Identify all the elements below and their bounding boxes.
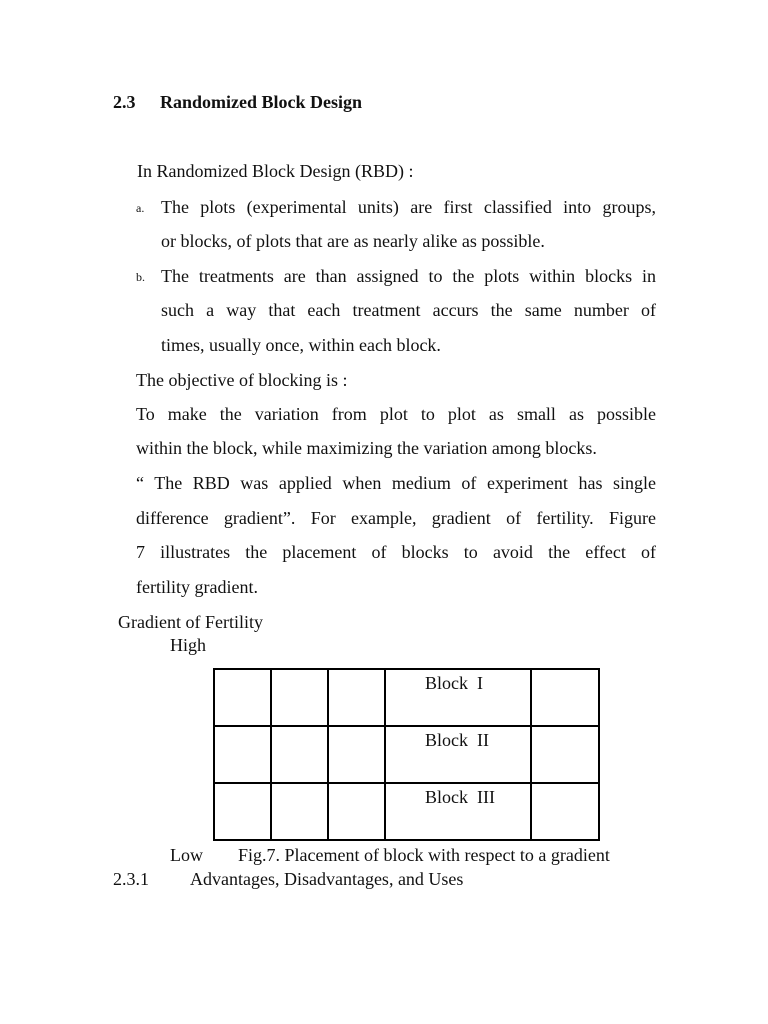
plot-cell (214, 726, 271, 783)
subsection-number: 2.3.1 (113, 869, 149, 889)
block-row (214, 726, 599, 783)
plot-cell (531, 669, 599, 726)
list-item-a-line-1: The plots (experimental units) are first classified into groups, (161, 197, 656, 217)
block-row (214, 783, 599, 840)
plot-cell-labeled (385, 669, 531, 726)
paragraph-2-line-4: fertility gradient. (136, 577, 258, 597)
plot-cell-labeled (385, 783, 531, 840)
list-item-a-line-2: or blocks, of plots that are as nearly alike as possible. (161, 231, 545, 251)
paragraph-2-line-2: difference gradient”. For example, gradient of fertility. Figure (136, 508, 656, 528)
low-label: Low (170, 845, 203, 865)
block-label-3: Block III (425, 787, 495, 807)
intro-text: In Randomized Block Design (RBD) : (137, 161, 414, 181)
block-label-1: Block I (425, 673, 483, 693)
plot-cell (214, 783, 271, 840)
section-title: Randomized Block Design (160, 92, 363, 112)
plot-cell (271, 669, 328, 726)
gradient-label: Gradient of Fertility (118, 612, 263, 632)
paragraph-2-line-3: 7 illustrates the placement of blocks to avoid the effect of (136, 542, 656, 562)
plot-cell (531, 726, 599, 783)
block-row (214, 669, 599, 726)
plot-cell (328, 669, 385, 726)
plot-cell (328, 783, 385, 840)
list-marker-b: b. (136, 270, 145, 284)
paragraph-1-line-1: To make the variation from plot to plot as small as possible (136, 404, 656, 424)
list-marker-a: a. (136, 201, 145, 215)
plot-cell-labeled (385, 726, 531, 783)
paragraph-2-line-1: “ The RBD was applied when medium of experiment has single (136, 473, 656, 493)
block-label-2: Block II (425, 730, 489, 750)
list-item-b-line-3: times, usually once, within each block. (161, 335, 441, 355)
high-label: High (170, 635, 206, 655)
block-layout-grid (213, 668, 600, 841)
objective-heading: The objective of blocking is : (136, 370, 348, 390)
plot-cell (214, 669, 271, 726)
list-item-b-line-2: such a way that each treatment accurs the same number of (161, 300, 656, 320)
plot-cell (531, 783, 599, 840)
subsection-title: Advantages, Disadvantages, and Uses (190, 869, 464, 889)
paragraph-1-line-2: within the block, while maximizing the variation among blocks. (136, 438, 597, 458)
section-number: 2.3 (113, 92, 136, 112)
plot-cell (271, 783, 328, 840)
figure-caption: Fig.7. Placement of block with respect to a gradient (238, 845, 610, 865)
plot-cell (328, 726, 385, 783)
plot-cell (271, 726, 328, 783)
list-item-b-line-1: The treatments are than assigned to the plots within blocks in (161, 266, 656, 286)
